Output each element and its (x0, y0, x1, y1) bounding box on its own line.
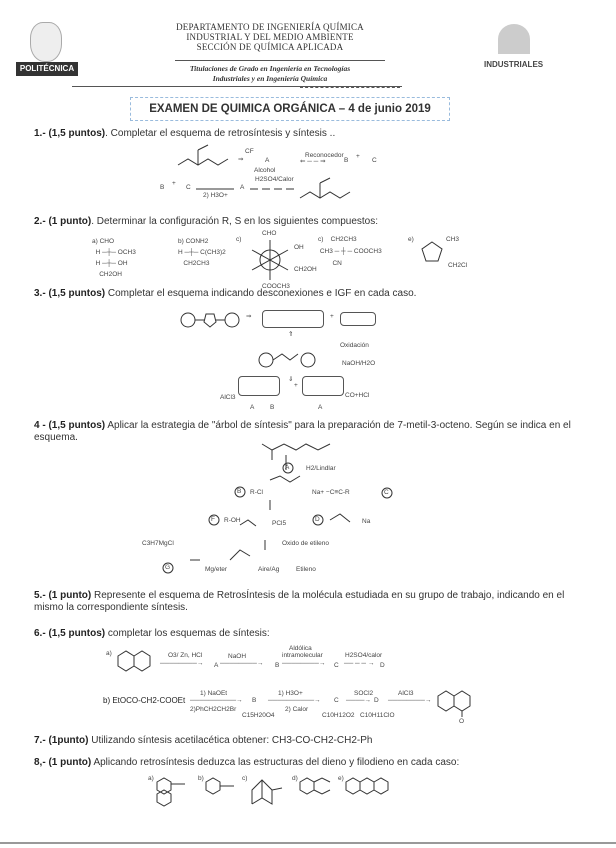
label: AlCl3 (220, 394, 236, 401)
question-number: 3.- (34, 288, 46, 299)
label: + (356, 153, 360, 160)
label: 2)PhCH2CH2Br (190, 706, 237, 713)
dept-line: DEPARTAMENTO DE INGENIERÍA QUÍMICA (176, 22, 364, 32)
label: H (178, 249, 183, 256)
tree-node-label: A (285, 464, 290, 471)
label: H2SO4/calor (345, 652, 383, 659)
question-text: . Completar el esquema de retrosíntesis y síntesis .. (105, 128, 336, 139)
label: Alcohol (254, 167, 276, 174)
question-text: Utilizando síntesis acetilacética obtener: CH3-CO-CH2-CH2-Ph (88, 735, 373, 746)
label: CHO (99, 238, 115, 245)
adduct-d-structure (298, 778, 334, 798)
label: b) (178, 238, 184, 245)
label: D (374, 697, 379, 704)
tetralone-structure (436, 690, 480, 720)
question-5 (34, 590, 594, 614)
question-number: 8,- (34, 757, 46, 768)
politecnica-logo: POLITÉCNICA (16, 62, 78, 76)
label: C (334, 662, 339, 669)
label: 1) H3O+ (278, 690, 303, 697)
retro-arrow: ⇑ (288, 331, 294, 338)
label: e) (408, 236, 414, 243)
label: A (265, 157, 270, 164)
label: AlCl3 (398, 690, 414, 697)
label: SOCl2 (354, 690, 374, 697)
label: PCl5 (272, 520, 287, 527)
label: CH2CH3 (183, 260, 210, 267)
reaction-arrow: ────────→ (220, 660, 264, 667)
industriales-logo: INDUSTRIALES (484, 60, 544, 69)
label: a) (148, 775, 154, 782)
degree-line: Industriales y en Ingeniería Química (212, 74, 328, 83)
label: c) (318, 236, 324, 243)
exam-title: EXAMEN DE QUIMICA ORGÁNICA – 4 de junio 2019 (149, 103, 431, 115)
label: NaOH/H2O (342, 360, 376, 367)
reaction-arrow: ── ─ ─ → (344, 660, 375, 667)
label: b) EtOCO-CH2-COOEt (103, 696, 186, 705)
reaction-arrow: ────────→ (282, 660, 326, 667)
retro-arrow: ⇓ (288, 376, 294, 383)
label: B (275, 662, 280, 669)
question-points: (1,5 puntos) (48, 420, 106, 431)
label: Aire/Ag (258, 566, 280, 573)
reaction-arrow: ────→ (346, 697, 371, 704)
label: OH (117, 260, 128, 267)
label: b) (198, 775, 204, 782)
label: COOCH3 (262, 283, 290, 290)
label: CH2OH (99, 271, 122, 278)
label: intramolecular (282, 652, 323, 659)
label: Aldólica (289, 645, 312, 652)
label: R-OH (224, 517, 241, 524)
question-number: 6.- (34, 628, 46, 639)
label: A (214, 662, 219, 669)
label: Mg/eter (205, 566, 228, 573)
question-number: 4 - (34, 420, 46, 431)
label: e) (338, 775, 344, 782)
label: + (330, 313, 334, 320)
adduct-e-tricyclic-structure (344, 778, 394, 798)
label: H2SO4/Calor (255, 176, 294, 183)
label: CH2Cl (448, 262, 468, 269)
tree-node-label: F (211, 516, 215, 523)
question-number: 2.- (34, 216, 46, 227)
question-text: . Determinar la configuración R, S en los siguientes compuestos: (91, 216, 379, 227)
label: C3H7MgCl (142, 540, 174, 547)
label: B (344, 157, 349, 164)
degree-line: Titulaciones de Grado en Ingeniería en Tecnologías (189, 64, 351, 73)
label: H2/Lindlar (306, 465, 336, 472)
retro-arrow: ⇒ (238, 156, 244, 163)
question-text: completar los esquemas de síntesis: (105, 628, 270, 639)
label: C15H20O4 (242, 712, 275, 719)
label: O (459, 718, 465, 725)
label: CN (332, 260, 342, 267)
label: C10H11ClO (360, 712, 395, 719)
label: Na (362, 518, 371, 525)
label: Oxido de etileno (282, 540, 329, 547)
label: CH2CH3 (330, 236, 357, 243)
question-text: Represente el esquema de RetrosÍntesis de la molécula estudiada en su grupo de trabajo, indicando en el mismo la correspondiente síntesis. (34, 590, 565, 613)
label: A (240, 184, 245, 191)
label: OH (294, 244, 304, 251)
label: B (270, 404, 275, 411)
label: d) (292, 775, 298, 782)
reaction-arrow: ────────→ (388, 697, 432, 704)
label: C (372, 157, 377, 164)
label: COOCH3 (353, 248, 382, 255)
label: A (318, 404, 323, 411)
label: + (172, 180, 176, 187)
label: C(CH3)2 (200, 249, 226, 256)
label: 2) H3O+ (203, 192, 228, 199)
label: CH3 (446, 236, 460, 243)
question-points: (1,5 puntos) (48, 128, 106, 139)
reaction-arrow: ──────────→ (190, 697, 243, 704)
label: CH2OH (294, 266, 317, 273)
reaction-arrow: ────────→ (160, 660, 204, 667)
label: Na+ −C≡C-R (312, 489, 350, 496)
question-number: 1.- (34, 128, 46, 139)
adduct-b-structure (204, 778, 238, 798)
question-text: Aplicando retrosíntesis deduzca las estructuras del dieno y filodieno en cada caso: (91, 757, 460, 768)
label: C (334, 697, 339, 704)
label: Oxidación (340, 342, 369, 349)
label: C (186, 184, 191, 191)
label: NaOH (228, 653, 247, 660)
label: c) (236, 236, 242, 243)
label: H (95, 249, 101, 256)
tree-node-label: C (384, 489, 389, 496)
label: a) (92, 238, 98, 245)
label: CH3 (319, 248, 333, 255)
dept-line: SECCIÓN DE QUÍMICA APLICADA (196, 42, 344, 52)
question-number: 5.- (34, 590, 46, 601)
label: CHO (262, 230, 277, 237)
label: A (250, 404, 255, 411)
compound-b: b) CONH2 H ─┼─ C(CH3)2 CH2CH3 (178, 238, 226, 267)
label: O3/ Zn, HCl (168, 652, 203, 659)
label: 1) NaOEt (200, 690, 228, 697)
tree-node-label: B (237, 488, 242, 495)
dihydronaphthalene-structure (116, 650, 156, 674)
label: Etileno (296, 566, 316, 573)
label: Reconocedor (305, 152, 344, 159)
adduct-c-bicyclic-structure (248, 776, 288, 808)
question-points: (1punto) (48, 735, 89, 746)
question-points: (1 punto) (48, 757, 92, 768)
label: R-Cl (250, 489, 263, 496)
label: B (160, 184, 165, 191)
question-text: Completar el esquema indicando desconexiones e IGF en cada caso. (105, 288, 417, 299)
label: C10H12O2 (322, 712, 355, 719)
question-8 (34, 757, 594, 769)
label: CF (245, 148, 254, 155)
question-7 (34, 735, 594, 747)
tree-node-label: G (165, 564, 171, 571)
question-text: Aplicar la estrategia de "árbol de síntesis" para la preparación de 7-metil-3-octeno. Según se indica en el esquema. (34, 420, 571, 443)
retro-arrow: ⇒ (246, 313, 252, 320)
label: H (95, 260, 101, 267)
question-points: (1 punto) (48, 216, 92, 227)
footer-rule (0, 842, 616, 844)
question-number: 7.- (34, 735, 46, 746)
question-points: (1,5 puntos) (48, 628, 106, 639)
label: B (252, 697, 257, 704)
label: + (294, 382, 298, 389)
reaction-arrow: ──────────→ (268, 697, 321, 704)
adduct-a-structure (155, 778, 195, 808)
label: D (380, 662, 385, 669)
label: 2) Calor (285, 706, 309, 713)
label: a) (106, 650, 112, 657)
label: c) (242, 775, 248, 782)
label: CONH2 (185, 238, 209, 245)
compound-d: c) CH2CH3 CH3 ─ ┼ ─ COOCH3 CN (318, 236, 382, 267)
tree-node-label: D (315, 516, 320, 523)
retro-arrow: ⇐ ─ ─ ⇒ (300, 158, 326, 165)
label: OCH3 (117, 249, 136, 256)
label: CO+HCl (345, 392, 370, 399)
question-6 (34, 628, 594, 640)
compound-a: a) CHO H ─┼─ OCH3 H ─┼─ OH CH2OH (92, 238, 136, 278)
question-points: (1,5 puntos) (48, 288, 106, 299)
question-points: (1 punto) (48, 590, 92, 601)
dept-line: INDUSTRIAL Y DEL MEDIO AMBIENTE (186, 32, 354, 42)
